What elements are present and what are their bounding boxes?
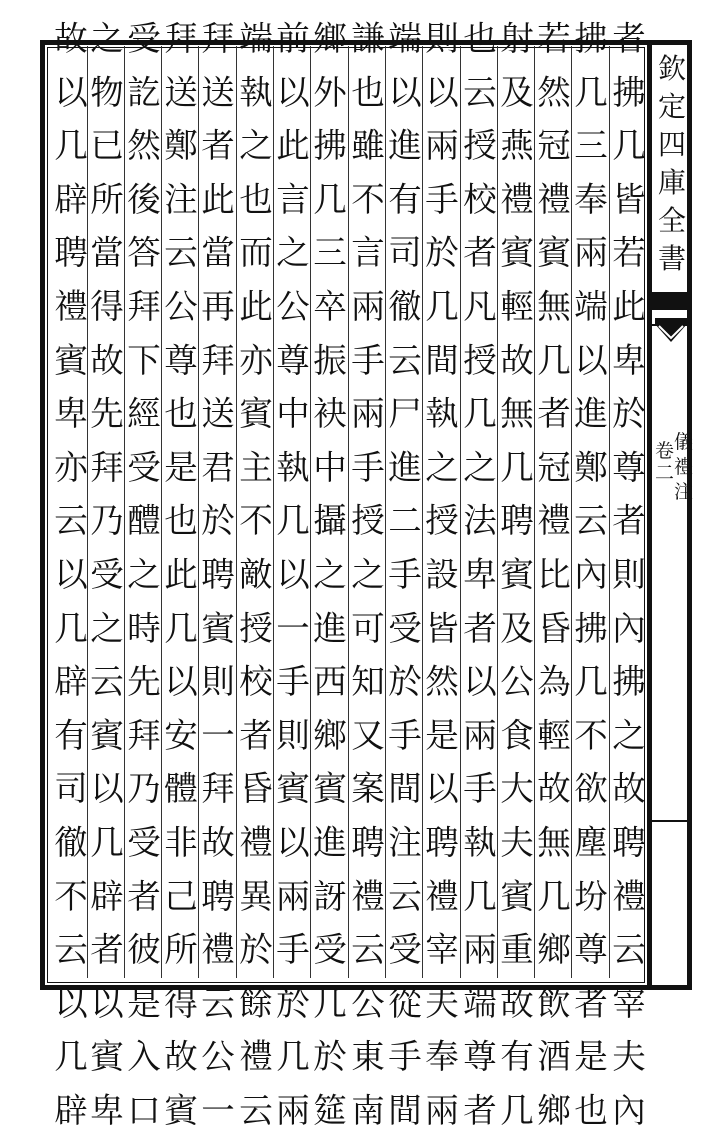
- text-column-8: 謙也雖不言兩手兩手授之可知又案聘禮云公東南: [351, 19, 385, 1130]
- text-column-2: 拂几三奉兩端以進鄭云內拂几不欲塵坋尊者是也: [574, 19, 608, 1130]
- column-rule: [571, 46, 572, 978]
- text-column-5: 也云授校者凡授几之法卑者以兩手執几兩端尊者: [463, 19, 497, 1130]
- column-rule: [236, 46, 237, 978]
- text-column-14: 受訖然後答拜下經受醴之時先拜乃受者彼是入口: [127, 19, 161, 1130]
- column-rule: [161, 46, 162, 978]
- book-title: 欽定四庫全書: [657, 52, 686, 275]
- column-rule: [87, 46, 88, 978]
- column-rule: [348, 46, 349, 978]
- text-column-6: 則以兩手於几間執之授設皆然是以聘禮宰夫奉兩: [425, 19, 459, 1130]
- text-column-11: 端執之也而此亦賓主不敵授校者昏禮異於餘禮云: [239, 19, 273, 1130]
- column-rule: [124, 46, 125, 978]
- column-rule: [385, 46, 386, 978]
- text-column-3: 若然冠禮賓無几者冠禮比昏為輕故無几鄉飲酒鄉: [537, 19, 571, 1130]
- column-rule: [460, 46, 461, 978]
- text-column-10: 前以此言之公尊中執几以一手則賓以兩手於几兩: [276, 19, 310, 1130]
- text-column-16: 故以几辟聘禮賓卑亦云以几辟有司徹不云以几辟: [54, 19, 88, 1130]
- margin-rule: [652, 820, 690, 822]
- fish-tail-band: [652, 292, 690, 310]
- column-rule: [497, 46, 498, 978]
- volume-number: 卷二: [655, 440, 675, 484]
- text-column-7: 端以進有司徹云尸進二手受於手間注云受從手間: [388, 19, 422, 1130]
- text-column-9: 鄉外拂几三卒振袂中攝之進西鄉賓進訝受几於筵: [313, 19, 347, 1130]
- text-column-12: 拜送者此當再拜送君於聘賓則一拜故聘禮云公一: [201, 19, 235, 1130]
- text-column-4: 射及燕禮賓輕故無几聘賓及公食大夫賓重故有几: [500, 19, 534, 1130]
- column-rule: [198, 46, 199, 978]
- text-column-13: 拜送鄭注云公尊也是也此几以安體非己所得故賓: [164, 19, 198, 1130]
- column-rule: [310, 46, 311, 978]
- text-column-1: 者拂几皆若此卑於尊者則內拂之故聘禮云宰夫內: [612, 19, 646, 1130]
- section-title: 儀禮注: [674, 431, 694, 503]
- column-rule: [534, 46, 535, 978]
- column-rule: [422, 46, 423, 978]
- column-rule: [273, 46, 274, 978]
- column-rule: [609, 46, 610, 978]
- fish-tail-icon: [655, 318, 687, 348]
- text-column-15: 之物已所當得故先拜乃受之云賓以几辟者以賓卑: [90, 19, 124, 1130]
